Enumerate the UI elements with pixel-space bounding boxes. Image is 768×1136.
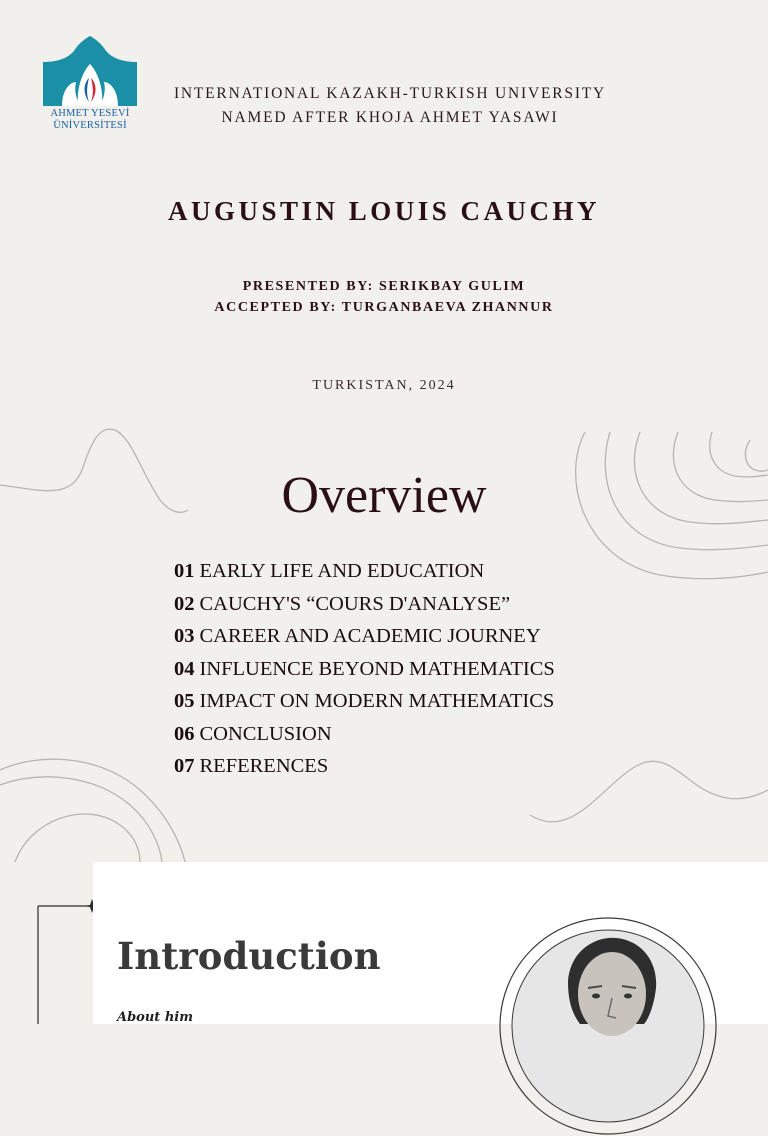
overview-item-number: 04 xyxy=(174,657,195,680)
university-name xyxy=(140,82,640,130)
university-name-line2: NAMED AFTER KHOJA AHMET YASAWI xyxy=(221,109,559,126)
overview-item-label: CAREER AND ACADEMIC JOURNEY xyxy=(199,625,541,647)
overview-item-number: 05 xyxy=(174,690,195,712)
overview-item xyxy=(174,686,555,719)
overview-item xyxy=(174,621,555,654)
university-name-line1: INTERNATIONAL KAZAKH-TURKISH UNIVERSITY xyxy=(173,85,607,102)
overview-item-number: 01 xyxy=(174,560,195,582)
overview-item xyxy=(174,556,555,589)
overview-item xyxy=(174,719,555,752)
place-date: TURKISTAN, 2024 xyxy=(312,378,456,393)
overview-item-number: 02 xyxy=(174,592,195,615)
credits xyxy=(0,276,768,318)
overview-item-label: REFERENCES xyxy=(199,755,329,777)
overview-item xyxy=(174,589,555,622)
overview-item xyxy=(174,654,555,687)
overview-item xyxy=(174,751,555,784)
accepted-by: ACCEPTED BY: TURGANBAEVA ZHANNUR xyxy=(214,300,554,315)
overview-list xyxy=(174,556,555,784)
overview-item-label: IMPACT ON MODERN MATHEMATICS xyxy=(199,690,555,712)
logo-text-line1: AHMET YESEVİ xyxy=(50,108,130,119)
cauchy-portrait xyxy=(498,916,718,1136)
university-logo xyxy=(40,34,140,134)
overview-item-label: EARLY LIFE AND EDUCATION xyxy=(199,560,485,582)
overview-item-label: CAUCHY'S “COURS D'ANALYSE” xyxy=(199,592,511,615)
about-him-label: About him xyxy=(117,1010,193,1025)
overview-item-number: 07 xyxy=(174,755,195,777)
presentation-title: AUGUSTIN LOUIS CAUCHY xyxy=(167,196,601,226)
introduction-heading: Introduction xyxy=(117,934,381,978)
presented-by: PRESENTED BY: SERIKBAY GULIM xyxy=(242,279,526,294)
overview-item-number: 06 xyxy=(174,722,195,745)
overview-heading: Overview xyxy=(281,467,487,524)
logo-text-line2: ÜNİVERSİTESİ xyxy=(53,120,127,131)
overview-item-label: CONCLUSION xyxy=(199,722,332,745)
overview-item-number: 03 xyxy=(174,625,195,647)
overview-item-label: INFLUENCE BEYOND MATHEMATICS xyxy=(199,657,555,680)
yesevi-mausoleum-icon xyxy=(40,34,140,110)
